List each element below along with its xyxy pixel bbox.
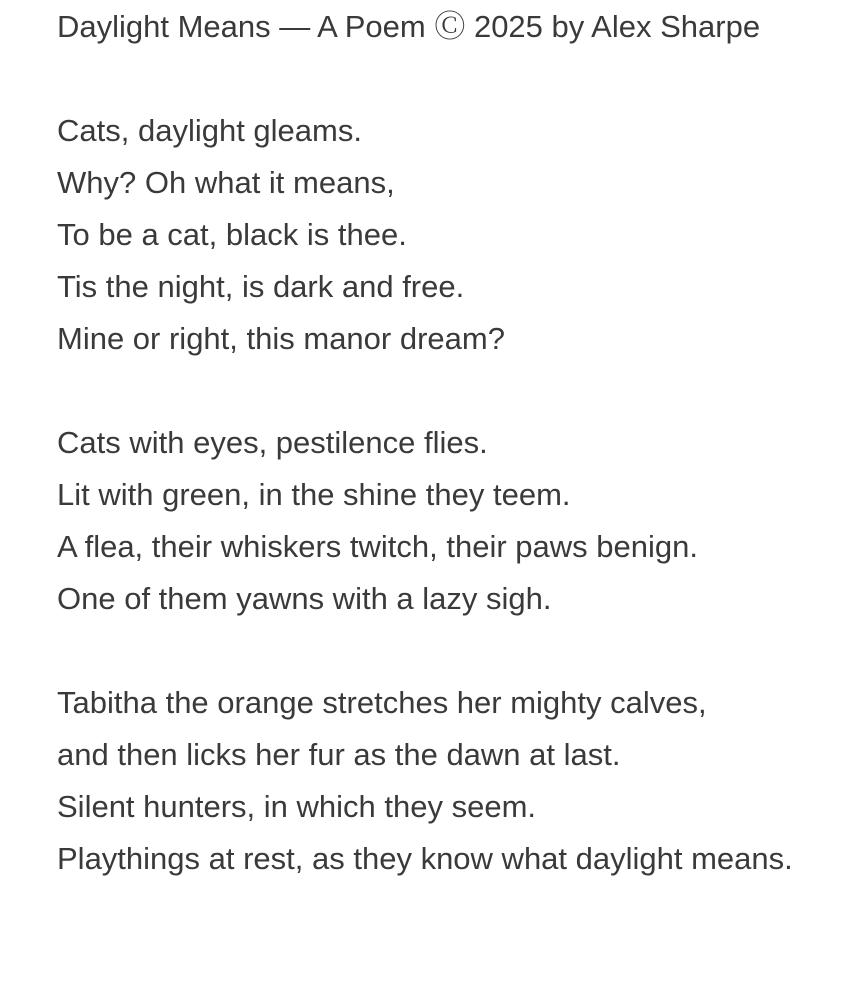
poem-line: Cats with eyes, pestilence flies.: [57, 425, 488, 460]
poem-line: Playthings at rest, as they know what daylight means.: [57, 841, 793, 876]
poem-line: Tabitha the orange stretches her mighty calves,: [57, 685, 707, 720]
poem-line: Silent hunters, in which they seem.: [57, 789, 537, 824]
stanza-1: [57, 105, 817, 365]
poem-line: To be a cat, black is thee.: [57, 217, 407, 252]
poem-line: Lit with green, in the shine they teem.: [57, 477, 571, 512]
stanza-3: [57, 677, 817, 885]
poem-line: Why? Oh what it means,: [57, 165, 395, 200]
poem-line: A flea, their whiskers twitch, their paws benign.: [57, 529, 698, 564]
poem-title: Daylight Means — A Poem Ⓒ 2025 by Alex Sharpe: [57, 9, 761, 44]
poem-line: Tis the night, is dark and free.: [57, 269, 465, 304]
poem-line: One of them yawns with a lazy sigh.: [57, 581, 552, 616]
poem-line: and then licks her fur as the dawn at last.: [57, 737, 621, 772]
poem-line: Mine or right, this manor dream?: [57, 321, 505, 356]
poem-document: [57, 0, 817, 885]
poem-line: Cats, daylight gleams.: [57, 113, 362, 148]
stanza-2: [57, 417, 817, 625]
